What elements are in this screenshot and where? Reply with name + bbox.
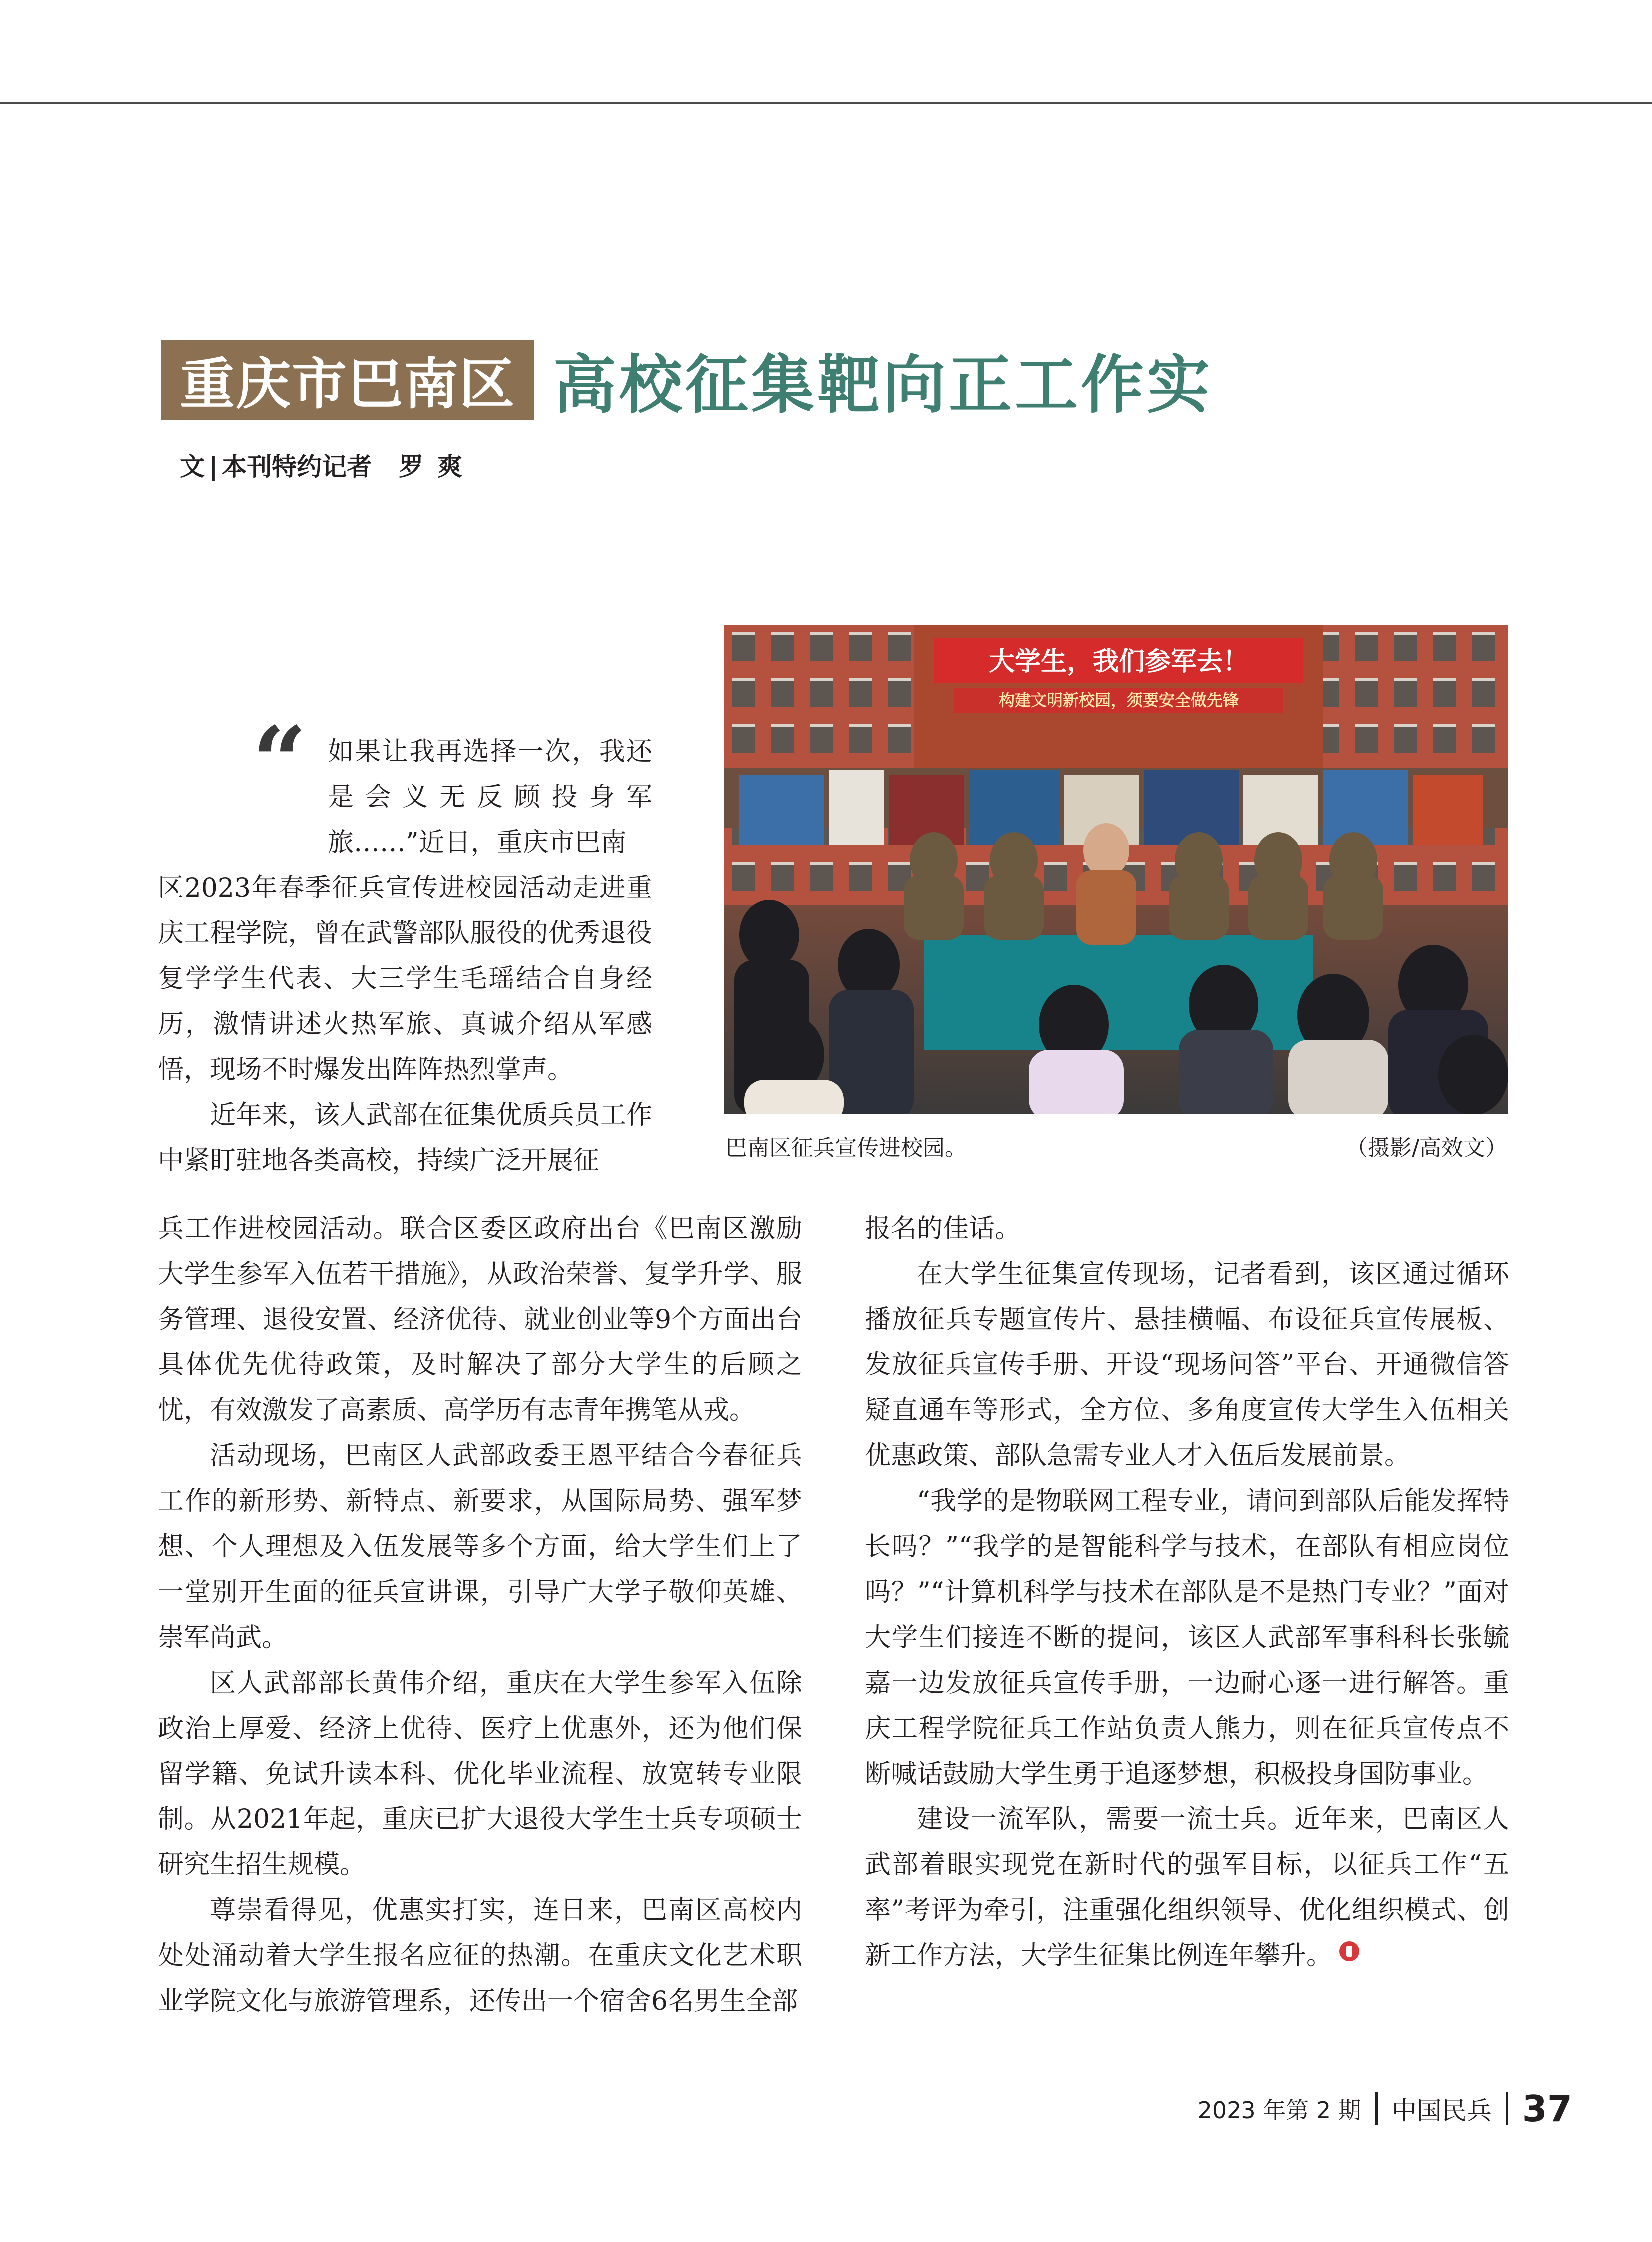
photo-illustration <box>724 625 1508 1114</box>
title-main: 高校征集靶向正工作实 <box>553 347 1213 422</box>
column-1-bottom <box>158 1206 802 2024</box>
byline <box>180 447 476 483</box>
caption-text: 巴南区征兵宣传进校园。 <box>725 1135 967 1161</box>
article-photo <box>724 625 1508 1114</box>
page-footer <box>1198 2088 1572 2130</box>
officer <box>1076 823 1136 945</box>
footer-divider <box>1506 2092 1508 2125</box>
column-1-top <box>158 866 652 1184</box>
page-number: 37 <box>1522 2088 1572 2130</box>
footer-magazine: 中国民兵 <box>1391 2096 1492 2125</box>
article-title <box>161 340 1213 420</box>
footer-divider <box>1375 2092 1378 2125</box>
lead-quote <box>328 729 652 866</box>
paragraph: 兵工作进校园活动。联合区委区政府出台《巴南区激励大学生参军入伍若干措施》，从政治荣誉、复学升学、服务管理、退役安置、经济优待、就业创业等9个方面出台具体优先优待政策，及时解决了部分大学生的后顾之忧，有效激发了高素质、高学历有志青年携笔从戎。 <box>158 1214 802 1425</box>
byline-role: 本刊特约记者 <box>222 452 372 481</box>
photo-caption <box>725 1130 1507 1162</box>
paragraph: 在大学生征集宣传现场，记者看到，该区通过循环播放征兵专题宣传片、悬挂横幅、布设征兵宣传展板、发放征兵宣传手册、开设“现场问答”平台、开通微信答疑直通车等形式，全方位、多角度宣传大学生入伍相关优惠政策、部队急需专业人才入伍后发展前景。 <box>865 1259 1509 1471</box>
paragraph: 近年来，该人武部在征集优质兵员工作中紧盯驻地各类高校，持续广泛开展征 <box>158 1100 652 1176</box>
photo-sub-banner-text: 构建文明新校园，须要安全做先锋 <box>998 691 1239 710</box>
paragraph: 报名的佳话。 <box>865 1214 1021 1244</box>
caption-credit: （摄影/高效文） <box>1346 1135 1507 1161</box>
paragraph-final <box>865 1797 1509 1979</box>
column-2 <box>865 1206 1509 1979</box>
paragraph: “我学的是物联网工程专业，请问到部队后能发挥特长吗？”“我学的是智能科学与技术，在部队有相应岗位吗？”“计算机科学与技术在部队是不是热门专业？”面对大学生们接连不断的提问，该区人武部军事科科长张毓嘉一边发放征兵宣传手册，一边耐心逐一进行解答。重庆工程学院征兵工作站负责人熊力，则在征兵宣传点不断喊话鼓励大学生勇于追逐梦想，积极投身国防事业。 <box>865 1486 1509 1789</box>
final-text: 建设一流军队，需要一流士兵。近年来，巴南区人武部着眼实现党在新时代的强军目标，以征兵工作“五率”考评为牵引，注重强化组织领导、优化组织模式、创新工作方法，大学生征集比例连年攀升。 <box>865 1804 1509 1971</box>
lead-quote-text: 如果让我再选择一次，我还是会义无反顾投身军旅……”近日，重庆市巴南 <box>328 737 652 858</box>
title-tag: 重庆市巴南区 <box>161 340 534 420</box>
footer-issue: 2023 年第 2 期 <box>1197 2097 1361 2124</box>
paragraph: 尊崇看得见，优惠实打实，连日来，巴南区高校内处处涌动着大学生报名应征的热潮。在重庆文化艺术职业学院文化与旅游管理系，还传出一个宿舍6名男生全部 <box>158 1895 802 2016</box>
header-rule <box>0 102 1652 104</box>
byline-author: 罗爽 <box>399 452 477 481</box>
paragraph: 活动现场，巴南区人武部政委王恩平结合今春征兵工作的新形势、新特点、新要求，从国际局势、强军梦想、个人理想及入伍发展等多个方面，给大学生们上了一堂别开生面的征兵宣讲课，引导广大学子敬仰英雄、崇军尚武。 <box>158 1441 802 1653</box>
byline-prefix: 文 <box>180 452 205 481</box>
end-mark-icon <box>1339 1941 1359 1961</box>
paragraph: 区2023年春季征兵宣传进校园活动走进重庆工程学院，曾在武警部队服役的优秀退役复学学生代表、大三学生毛瑶结合自身经历，激情讲述火热军旅、真诚介绍从军感悟，现场不时爆发出阵阵热烈掌声。 <box>158 873 652 1085</box>
paragraph: 区人武部部长黄伟介绍，重庆在大学生参军入伍除政治上厚爱、经济上优待、医疗上优惠外，还为他们保留学籍、免试升读本科、优化毕业流程、放宽转专业限制。从2021年起，重庆已扩大退役大学生士兵专项硕士研究生招生规模。 <box>158 1668 802 1880</box>
photo-banner-text: 大学生，我们参军去！ <box>988 647 1249 677</box>
byline-separator: | <box>209 452 218 481</box>
quote-mark-icon: “ <box>252 706 307 817</box>
